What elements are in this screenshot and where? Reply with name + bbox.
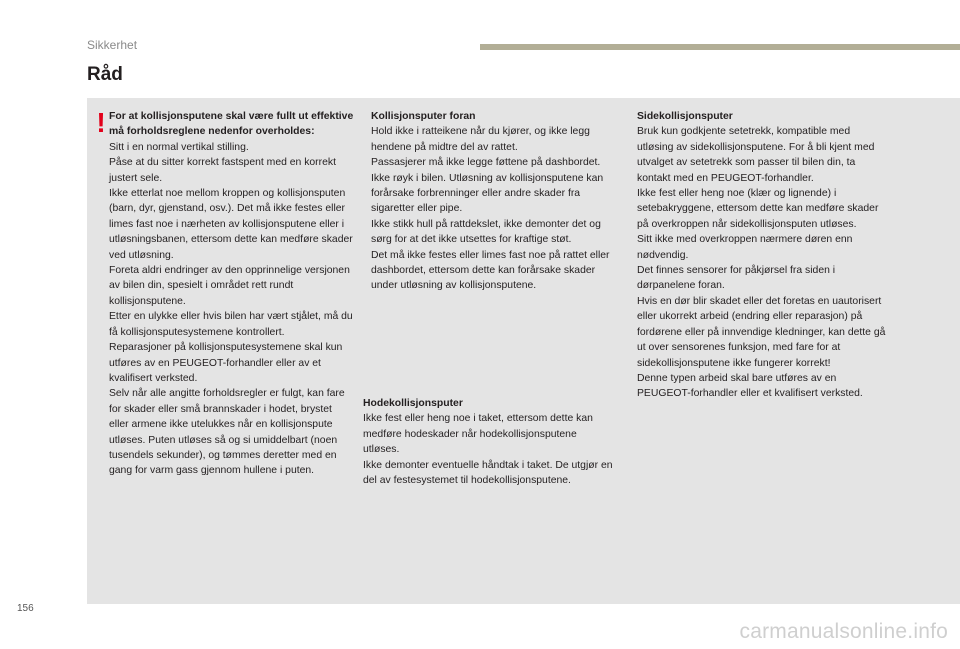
front-airbags-column (371, 109, 621, 294)
warning-line: Selv når alle angitte forholdsregler er fulgt, kan fare for skader eller små brannskader i hodet, brystet eller armene ikke utelukkes når en kollisjonspute utløses. Puten utløses så og si umiddelbart (noen tusendels sekunder), og tømmes deretter med en gang for varm gass gjennom hullene i puten. (109, 388, 345, 477)
warning-line: Sitt i en normal vertikal stilling. (109, 141, 249, 153)
warning-line: Etter en ulykke eller hvis bilen har vært stjålet, må du få kollisjonsputesystemene kontrollert. (109, 311, 353, 338)
warning-line: Ikke etterlat noe mellom kroppen og kollisjonsputen (barn, dyr, gjenstand, osv.). Det må ikke festes eller limes fast noe i nærheten av kollisjonsputene eller i utløsningsbanen, ettersom dette kan medføre skader ved utløsning. (109, 188, 353, 261)
curtain-airbags-line: Ikke fest eller heng noe i taket, ettersom dette kan medføre hodeskader når hodekollisjonsputene utløses. (363, 413, 593, 456)
front-airbags-line: Ikke røyk i bilen. Utløsning av kollisjonsputene kan forårsake forbrenninger eller andre skader fra sigaretter eller pipe. (371, 172, 604, 215)
warning-line: Reparasjoner på kollisjonsputesystemene skal kun utføres av en PEUGEOT-forhandler eller av et kvalifisert verksted. (109, 342, 343, 384)
side-airbags-line: Ikke fest eller heng noe (klær og lignende) i setebakryggene, ettersom dette kan medføre skader på overkroppen når sidekollisjonsputen utløses. (637, 188, 879, 230)
side-airbags-line: Hvis en dør blir skadet eller det foretas en uautorisert eller ukorrekt arbeid (endring eller reparasjon) på fordørene eller på innvendige kledninger, kan dette gå ut over sensorenes funksjon, med fare for at sidekollisjonsputene ikke fungerer korrekt! (637, 295, 886, 369)
side-airbags-line: Sitt ikke med overkroppen nærmere døren enn nødvendig. (637, 234, 853, 261)
curtain-airbags-column (363, 396, 613, 488)
side-airbags-column (637, 109, 887, 402)
side-airbags-line: Det finnes sensorer for påkjørsel fra siden i dørpanelene foran. (637, 265, 836, 292)
side-airbags-line: Denne typen arbeid skal bare utføres av en PEUGEOT-forhandler eller et kvalifisert verksted. (637, 372, 863, 400)
warning-heading: For at kollisjonsputene skal være fullt ut effektive må forholdsreglene nedenfor overholdes: (109, 111, 354, 138)
section-label: Sikkerhet (87, 38, 138, 52)
front-airbags-line: Passasjerer må ikke legge føttene på dashbordet. (371, 157, 601, 169)
page-title: Råd (87, 64, 123, 85)
header-bar (480, 44, 960, 50)
side-airbags-heading: Sidekollisjonsputer (637, 111, 733, 122)
warning-line: Påse at du sitter korrekt fastspent med en korrekt justert sele. (109, 157, 336, 184)
watermark: carmanualsonline.info (739, 620, 948, 643)
front-airbags-heading: Kollisjonsputer foran (371, 111, 476, 122)
front-airbags-line: Det må ikke festes eller limes fast noe på rattet eller dashbordet, ettersom dette kan forårsake skader under utløsning av kollisjonsputene. (371, 249, 610, 292)
front-airbags-line: Hold ikke i ratteikene når du kjører, og ikke legg hendene på midtre del av rattet. (371, 126, 590, 153)
warning-line: Foreta aldri endringer av den opprinnelige versjonen av bilen din, spesielt i området rett rundt kollisjonsputene. (109, 265, 350, 307)
front-airbags-line: Ikke stikk hull på rattdekslet, ikke demonter det og sørg for at det ikke utsettes for kraftige støt. (371, 218, 601, 246)
curtain-airbags-line: Ikke demonter eventuelle håndtak i taket. De utgjør en del av festesystemet til hodekollisjonsputene. (363, 459, 613, 487)
page-number: 156 (17, 603, 34, 614)
curtain-airbags-heading: Hodekollisjonsputer (363, 398, 463, 409)
exclamation-icon: ! (96, 107, 106, 138)
side-airbags-line: Bruk kun godkjente setetrekk, kompatible med utløsing av sidekollisjonsputene. For å bli kjent med utvalget av setetrekk som passer til bilen din, ta kontakt med en PEUGEOT-forhandler. (637, 126, 875, 184)
warning-column (109, 109, 354, 479)
